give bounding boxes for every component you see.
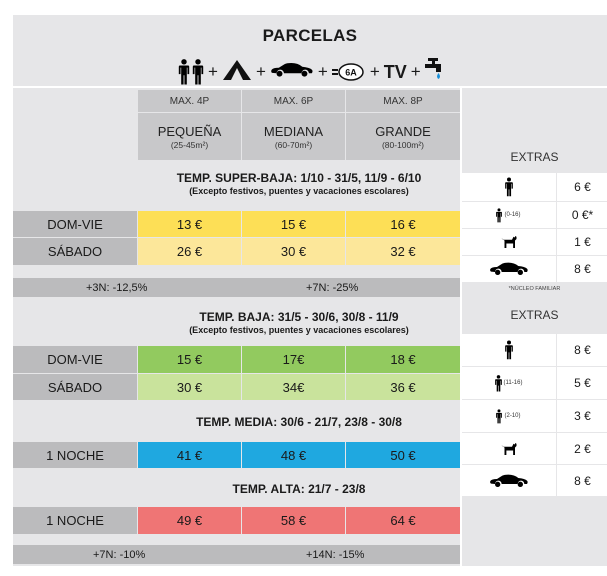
season-dates: : 30/6 - 21/7, 23/8 - 30/8 — [273, 415, 402, 429]
price-cell: 30 € — [242, 238, 345, 265]
price-cell: 50 € — [346, 442, 460, 468]
row-label: 1 NOCHE — [13, 507, 137, 534]
adult-icon — [505, 177, 513, 197]
price-cell: 58 € — [242, 507, 345, 534]
age-range: (0-16) — [504, 212, 521, 218]
extras-title: EXTRAS — [510, 150, 559, 164]
car-icon — [270, 62, 314, 83]
price-cell: 41 € — [138, 442, 241, 468]
discount-14n: +14N: -15% — [306, 548, 365, 561]
plus-sign: + — [208, 62, 218, 81]
electricity-amperage: 6A — [345, 67, 357, 78]
child-icon — [495, 375, 502, 392]
plus-sign: + — [369, 62, 380, 81]
size-name: MEDIANA — [263, 123, 324, 139]
season-name: TEMP. ALTA — [232, 482, 301, 496]
size-area: (60-70m²) — [274, 139, 313, 150]
plug-icon — [332, 62, 366, 82]
col-max-large: MAX. 8P — [346, 90, 460, 112]
size-area: (25-45m²) — [170, 139, 209, 150]
dog-icon — [500, 442, 518, 456]
row-label: DOM-VIE — [13, 346, 137, 373]
price-cell: 34€ — [242, 374, 345, 400]
car-icon — [489, 474, 529, 488]
season-name: TEMP. SUPER-BAJA — [176, 171, 294, 185]
price-cell: 30 € — [138, 374, 241, 400]
price-cell: 36 € — [346, 374, 460, 400]
discount-bar — [13, 278, 460, 297]
season-name: TEMP. BAJA — [199, 310, 271, 324]
discount-7n: +7N: -25% — [306, 281, 359, 294]
price-cell: 32 € — [346, 238, 460, 265]
extra-row-adult — [462, 333, 607, 366]
season-dates: : 21/7 - 23/8 — [300, 482, 366, 496]
extra-price: 8 € — [556, 256, 607, 282]
extra-row-car — [462, 255, 607, 282]
extra-price: 8 € — [556, 334, 607, 366]
extra-price: 2 € — [556, 433, 607, 464]
two-persons-icon — [178, 59, 204, 85]
price-cell: 15 € — [138, 346, 241, 373]
extras-title: EXTRAS — [510, 308, 559, 322]
child-icon — [496, 409, 502, 424]
season-alta-heading — [138, 482, 460, 496]
page-title: PARCELAS — [262, 26, 358, 45]
extra-price: 6 € — [556, 173, 607, 201]
discount-3n: +3N: -12,5% — [86, 281, 148, 294]
discount-bar — [13, 545, 460, 564]
extra-price: 1 € — [556, 229, 607, 255]
plus-sign: + — [410, 62, 421, 81]
size-area: (80-100m²) — [381, 139, 425, 150]
extra-row-child-11-16 — [462, 366, 607, 399]
tv-label: TV — [383, 61, 407, 82]
age-range: (11-16) — [503, 380, 523, 386]
extra-row-child-2-10 — [462, 399, 607, 432]
season-subtitle: (Excepto festivos, puentes y vacaciones escolares) — [189, 325, 409, 335]
season-name: TEMP. MEDIA — [196, 415, 274, 429]
season-dates: : 1/10 - 31/5, 11/9 - 6/10 — [293, 171, 422, 185]
plus-sign: + — [255, 62, 266, 81]
col-max-medium: MAX. 6P — [242, 90, 345, 112]
price-cell: 48 € — [242, 442, 345, 468]
row-label: 1 NOCHE — [13, 442, 137, 468]
extra-price: 0 €* — [556, 202, 607, 228]
tent-icon — [222, 59, 252, 86]
discount-7n: +7N: -10% — [93, 548, 146, 561]
extra-price: 8 € — [556, 465, 607, 496]
price-cell: 15 € — [242, 211, 345, 237]
price-cell: 16 € — [346, 211, 460, 237]
header-panel — [13, 15, 607, 87]
row-label: DOM-VIE — [13, 211, 137, 237]
season-subtitle: (Excepto festivos, puentes y vacaciones escolares) — [189, 186, 409, 196]
formula-row — [178, 55, 443, 89]
col-size-small — [138, 113, 241, 160]
col-max-small: MAX. 4P — [138, 90, 241, 112]
price-cell: 18 € — [346, 346, 460, 373]
price-cell: 49 € — [138, 507, 241, 534]
extra-price: 5 € — [556, 367, 607, 399]
price-cell: 13 € — [138, 211, 241, 237]
season-dates: : 31/5 - 30/6, 30/8 - 11/9 — [270, 310, 399, 324]
price-cell: 17€ — [242, 346, 345, 373]
extra-row-car — [462, 464, 607, 496]
season-super-baja-heading — [138, 171, 460, 196]
row-label: SÁBADO — [13, 374, 137, 400]
dog-icon — [500, 235, 518, 249]
price-cell: 64 € — [346, 507, 460, 534]
child-icon — [496, 208, 502, 223]
extra-row-child — [462, 201, 607, 228]
extra-price: 3 € — [556, 400, 607, 432]
price-cell: 26 € — [138, 238, 241, 265]
extra-row-dog — [462, 228, 607, 255]
row-label: SÁBADO — [13, 238, 137, 265]
size-name: GRANDE — [375, 123, 431, 139]
plus-sign: + — [317, 62, 328, 81]
extra-row-adult — [462, 172, 607, 201]
family-note: *NÚCLEO FAMILIAR — [508, 286, 561, 292]
col-size-large — [346, 113, 460, 160]
season-media-heading — [138, 415, 460, 429]
extra-row-dog — [462, 432, 607, 464]
water-tap-icon — [425, 58, 443, 87]
size-name: PEQUEÑA — [157, 123, 222, 139]
adult-icon — [505, 340, 513, 360]
age-range: (2-10) — [504, 413, 521, 419]
col-size-medium — [242, 113, 345, 160]
car-icon — [489, 262, 529, 276]
season-baja-heading — [138, 310, 460, 335]
